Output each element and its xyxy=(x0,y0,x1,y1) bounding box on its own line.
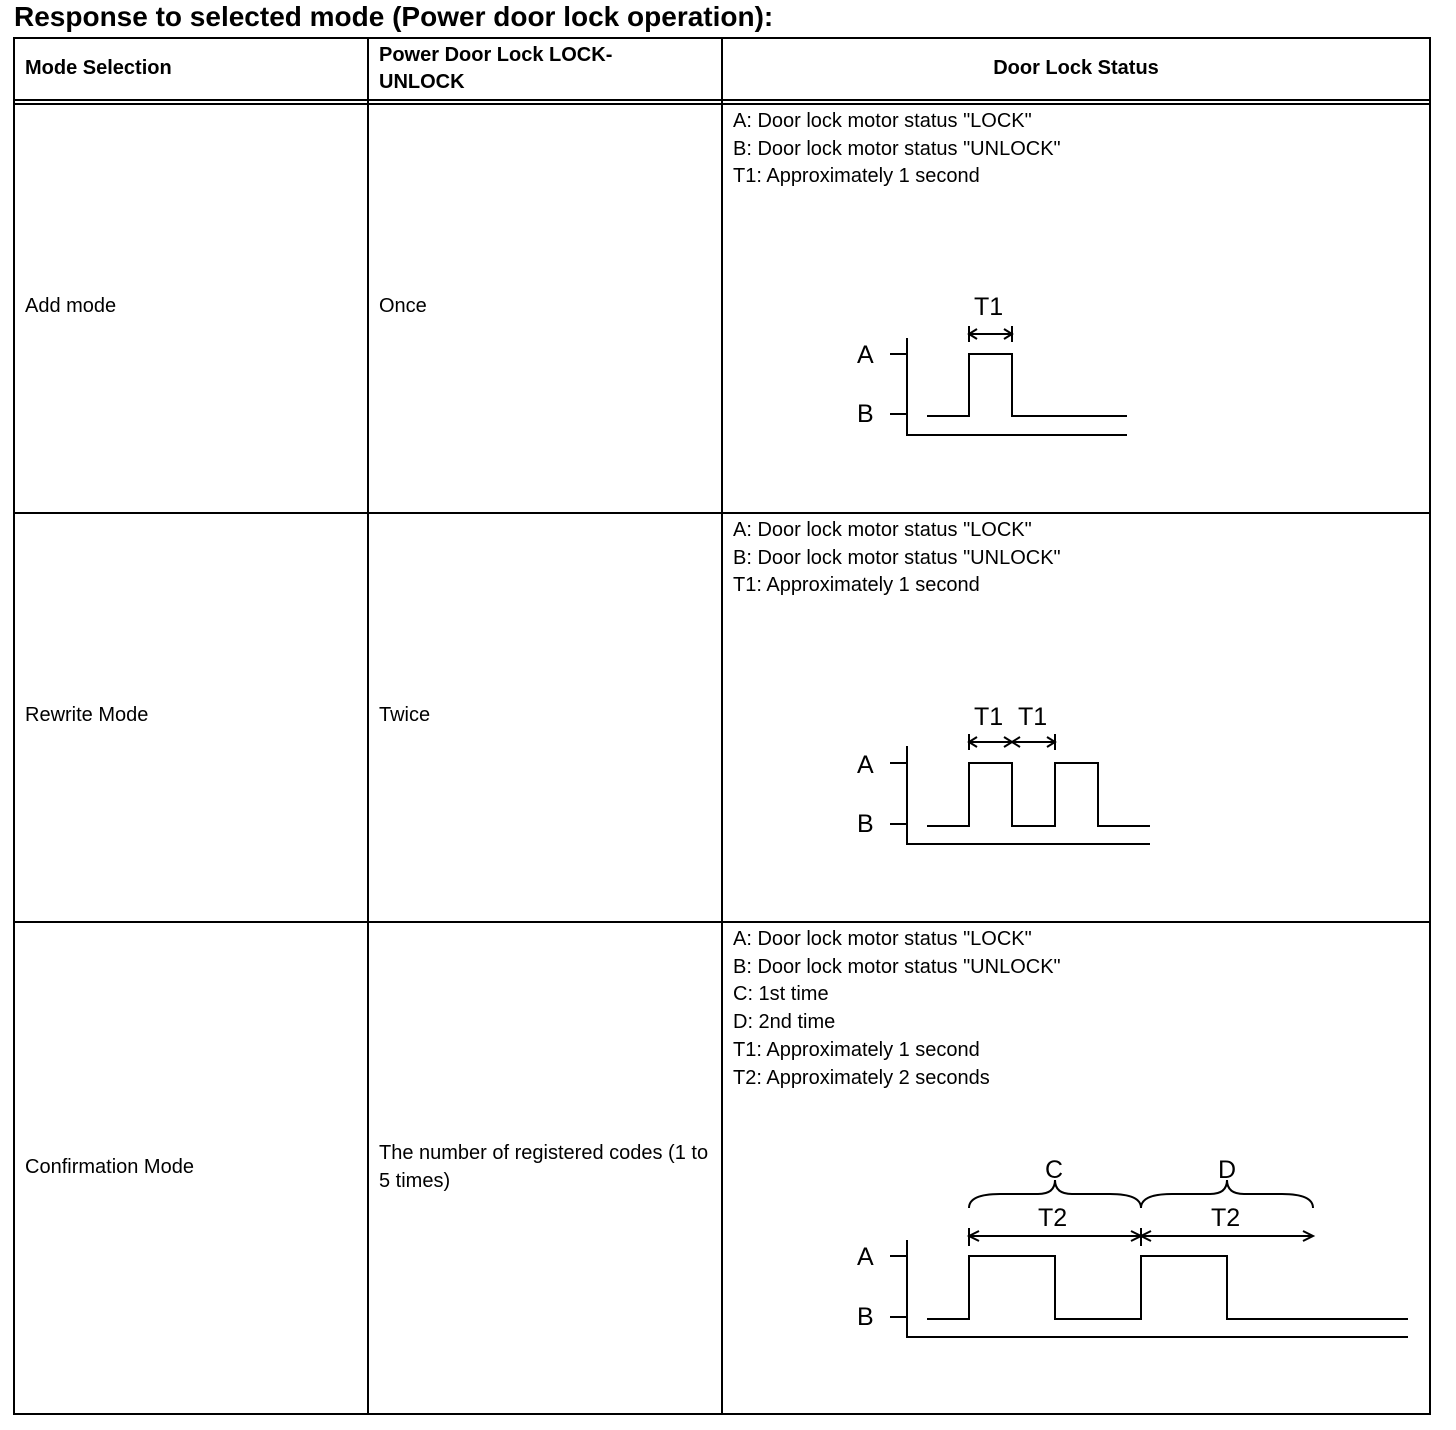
axis xyxy=(907,1240,1408,1337)
level-a-label: A xyxy=(857,1243,874,1271)
legend-line: D: 2nd time xyxy=(733,1011,836,1034)
header-divider-upper xyxy=(13,99,1431,101)
interval-label-t2: T2 xyxy=(1211,1204,1241,1232)
legend-line: A: Door lock motor status "LOCK" xyxy=(733,928,1032,950)
level-a-label: A xyxy=(857,341,874,369)
header-power-door-lock: Power Door Lock LOCK-UNLOCK xyxy=(379,44,613,93)
group-label-c: C xyxy=(1045,1156,1064,1184)
legend-line: C: 1st time xyxy=(733,983,829,1006)
interval-label-t1: T1 xyxy=(1018,703,1048,731)
legend-line: T2: Approximately 2 seconds xyxy=(733,1066,990,1089)
confirmation-mode-timing-diagram xyxy=(850,1150,1420,1350)
header-mode-selection: Mode Selection xyxy=(25,57,172,79)
interval-label-t2: T2 xyxy=(1038,1204,1068,1232)
row-rewrite-mode-legend xyxy=(733,517,1061,600)
add-mode-timing-diagram xyxy=(850,290,1140,445)
table-border-left xyxy=(13,37,15,1415)
legend-line: B: Door lock motor status "UNLOCK" xyxy=(733,137,1061,160)
rewrite-mode-timing-diagram xyxy=(850,700,1160,855)
legend-line: T1: Approximately 1 second xyxy=(733,165,980,188)
legend-line: T1: Approximately 1 second xyxy=(733,574,980,597)
row-confirmation-mode-mode: Confirmation Mode xyxy=(25,1156,194,1178)
row-rewrite-mode-mode: Rewrite Mode xyxy=(25,704,149,726)
row-divider-1 xyxy=(13,512,1431,514)
column-divider-1 xyxy=(367,37,369,1415)
legend-line: A: Door lock motor status "LOCK" xyxy=(733,519,1032,541)
table-border-right xyxy=(1429,37,1431,1415)
row-divider-2 xyxy=(13,921,1431,923)
signal-waveform xyxy=(927,1256,1408,1319)
interval-label-t1: T1 xyxy=(974,293,1004,321)
row-add-mode-legend xyxy=(733,108,1061,191)
legend-line: A: Door lock motor status "LOCK" xyxy=(733,110,1032,132)
signal-waveform xyxy=(927,354,1127,416)
level-b-label: B xyxy=(857,400,874,428)
row-confirmation-mode-operation: The number of registered codes (1 to 5 times) xyxy=(379,1142,709,1192)
row-rewrite-mode-operation: Twice xyxy=(379,704,431,726)
header-door-lock-status: Door Lock Status xyxy=(993,57,1159,79)
level-b-label: B xyxy=(857,1303,874,1331)
row-add-mode-operation: Once xyxy=(379,295,427,317)
row-add-mode-mode: Add mode xyxy=(25,295,117,317)
page-title: Response to selected mode (Power door lock operation): xyxy=(14,1,774,32)
axis xyxy=(907,338,1127,435)
signal-waveform xyxy=(927,763,1150,826)
legend-line: B: Door lock motor status "UNLOCK" xyxy=(733,546,1061,569)
axis xyxy=(907,746,1150,844)
interval-label-t1: T1 xyxy=(974,703,1004,731)
column-divider-2 xyxy=(721,37,723,1415)
row-confirmation-mode-legend xyxy=(733,926,1061,1092)
header-divider-lower xyxy=(13,103,1431,105)
level-a-label: A xyxy=(857,751,874,779)
level-b-label: B xyxy=(857,810,874,838)
group-label-d: D xyxy=(1218,1156,1237,1184)
table-border-bottom xyxy=(13,1413,1431,1415)
legend-line: B: Door lock motor status "UNLOCK" xyxy=(733,955,1061,978)
legend-line: T1: Approximately 1 second xyxy=(733,1038,980,1061)
table-border-top xyxy=(13,37,1431,39)
